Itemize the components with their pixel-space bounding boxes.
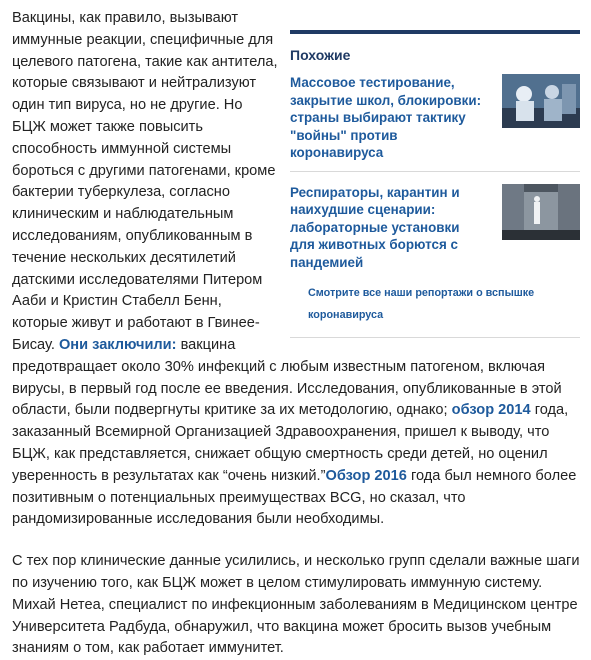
- link-review-2016[interactable]: Обзор 2016: [325, 467, 407, 484]
- related-item[interactable]: [290, 184, 580, 274]
- related-item-link[interactable]: Респираторы, карантин и наихудшие сценарии: лабораторные установки для животных борются с пандемией: [290, 184, 460, 270]
- related-articles-box: [290, 30, 580, 338]
- article-body: [12, 8, 580, 660]
- related-thumbnail[interactable]: [502, 184, 580, 240]
- paragraph-text: года, заказанный Всемирной Организацией Здравоохранения, пришел к выводу, что БЦЖ, как представляется, снижает общую смертность среди детей, но оценил уверенность в результатах как “очень низкий.”: [12, 402, 569, 484]
- lab-corridor-image: [502, 184, 580, 240]
- paragraph-text: года был немного более позитивным о потенциальных преимуществах BCG, но сказал, что рандомизированные исследования были необходимы.: [12, 467, 577, 528]
- paragraph: С тех пор клинические данные усилились, и несколько групп сделали важные шаги по изучению того, как БЦЖ может в целом стимулировать иммунную систему. Михай Нетеа, специалист по инфекционным заболеваниям в Медицинском центре Университета Радбуда, обнаружил, что вакцина может бросить вызов учебным знаниям о том, как работает иммунитет.: [12, 553, 580, 657]
- paragraph-text: Вакцины, как правило, вызывают иммунные реакции, специфичные для целевого патогена, такие как антитела, которые связывают и нейтрализуют один тип вируса, но не другие. Но БЦЖ может также повысить способность иммунной системы бороться с другими патогенами, кроме бактерии туберкулеза, согласно клиническим и наблюдательным исследованиям, опубликованным в течение нескольких десятилетий датскими исследователями Питером Ааби и Кристин Стабелл Бенн, которые живут и работают в Гвинее-Бисау.: [12, 10, 278, 353]
- medical-workers-image: [502, 74, 580, 128]
- related-item-link[interactable]: Массовое тестирование, закрытие школ, блокировки: страны выбирают тактику "войны" против коронавируса: [290, 75, 482, 160]
- link-concluded[interactable]: Они заключили:: [58, 336, 177, 353]
- related-item[interactable]: [290, 74, 580, 172]
- related-thumbnail[interactable]: [502, 74, 580, 128]
- link-review-2014[interactable]: обзор 2014: [451, 402, 531, 419]
- paragraph-text: вакцина предотвращает около 30% инфекций с любым известным патогеном, включая вирусы, в первый год после ее введения. Исследования, опубликованные в этой области, были подвергнуты критике за их методологию, однако;: [12, 336, 562, 419]
- see-all-coverage-link[interactable]: Смотрите все наши репортажи о вспышке коронавируса: [290, 277, 580, 338]
- related-title: Похожие: [290, 47, 351, 63]
